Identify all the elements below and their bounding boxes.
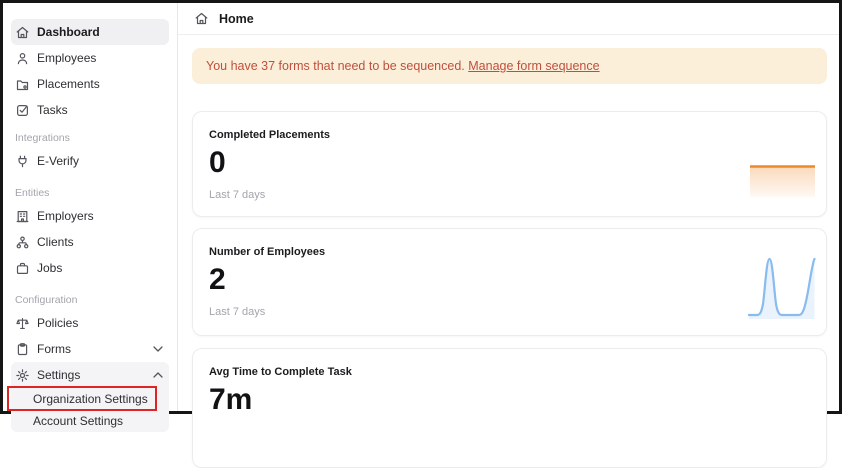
home-icon — [194, 11, 209, 26]
card-title: Number of Employees — [209, 246, 326, 258]
sidebar-item-tasks[interactable] — [11, 97, 169, 123]
building-icon — [15, 209, 30, 224]
card-subtitle: Last 7 days — [209, 189, 266, 201]
card-value: 2 — [209, 263, 226, 296]
sidebar-item-account-settings[interactable] — [11, 410, 169, 432]
card-title: Completed Placements — [209, 129, 331, 141]
chevron-up-icon — [153, 372, 163, 378]
clipboard-icon — [15, 342, 30, 357]
person-icon — [15, 51, 30, 66]
sidebar-item-forms[interactable] — [11, 336, 169, 362]
briefcase-icon — [15, 261, 30, 276]
sidebar-item-label: Account Settings — [33, 414, 124, 428]
home-icon — [15, 25, 30, 40]
card-number-of-employees — [192, 228, 827, 336]
sidebar-item-label: Jobs — [37, 261, 63, 275]
sidebar-item-jobs[interactable] — [11, 255, 169, 281]
sidebar-item-employees[interactable] — [11, 45, 169, 71]
settings-group — [11, 362, 169, 432]
sidebar-item-label: Forms — [37, 342, 71, 356]
sidebar-item-label: E-Verify — [37, 154, 80, 168]
chevron-down-icon — [153, 346, 163, 352]
card-title: Avg Time to Complete Task — [209, 366, 352, 378]
sidebar-item-employers[interactable] — [11, 203, 169, 229]
sidebar-item-organization-settings[interactable] — [11, 388, 169, 410]
page-content — [178, 35, 839, 468]
sidebar-item-placements[interactable] — [11, 71, 169, 97]
sidebar-item-label: Employers — [37, 209, 94, 223]
page-title: Home — [219, 11, 254, 26]
plug-icon — [15, 154, 30, 169]
sidebar-item-policies[interactable] — [11, 310, 169, 336]
scale-icon — [15, 316, 30, 331]
sidebar-item-clients[interactable] — [11, 229, 169, 255]
sidebar-section-configuration: Configuration — [15, 294, 78, 306]
card-value: 0 — [209, 146, 226, 179]
sidebar-item-settings[interactable] — [11, 362, 169, 388]
sidebar-section-entities: Entities — [15, 187, 50, 199]
sidebar-item-label: Employees — [37, 51, 97, 65]
main-area — [178, 3, 839, 416]
card-completed-placements — [192, 111, 827, 217]
sidebar-item-label: Settings — [37, 368, 81, 382]
page-header — [178, 3, 839, 35]
gear-icon — [15, 368, 30, 383]
sidebar-item-label: Policies — [37, 316, 79, 330]
banner-message: You have 37 forms that need to be sequenced. — [206, 59, 465, 73]
card-avg-time-to-complete-task — [192, 348, 827, 468]
task-check-icon — [15, 103, 30, 118]
sparkline-spike-chart — [748, 252, 816, 320]
sidebar-item-label: Tasks — [37, 103, 68, 117]
card-subtitle: Last 7 days — [209, 306, 266, 318]
sidebar-item-everify[interactable] — [11, 148, 169, 174]
sparkline-flat-chart — [749, 164, 816, 198]
card-value: 7m — [209, 383, 253, 416]
sidebar-item-dashboard[interactable] — [11, 19, 169, 45]
hierarchy-icon — [15, 235, 30, 250]
forms-alert-banner — [192, 48, 827, 84]
sidebar-item-label: Dashboard — [37, 25, 100, 39]
sidebar-item-label: Organization Settings — [33, 392, 148, 406]
manage-form-sequence-link[interactable]: Manage form sequence — [468, 59, 600, 73]
sidebar-item-label: Clients — [37, 235, 74, 249]
folder-icon — [15, 77, 30, 92]
sidebar — [3, 3, 178, 428]
sidebar-item-label: Placements — [37, 77, 100, 91]
sidebar-section-integrations: Integrations — [15, 132, 70, 144]
